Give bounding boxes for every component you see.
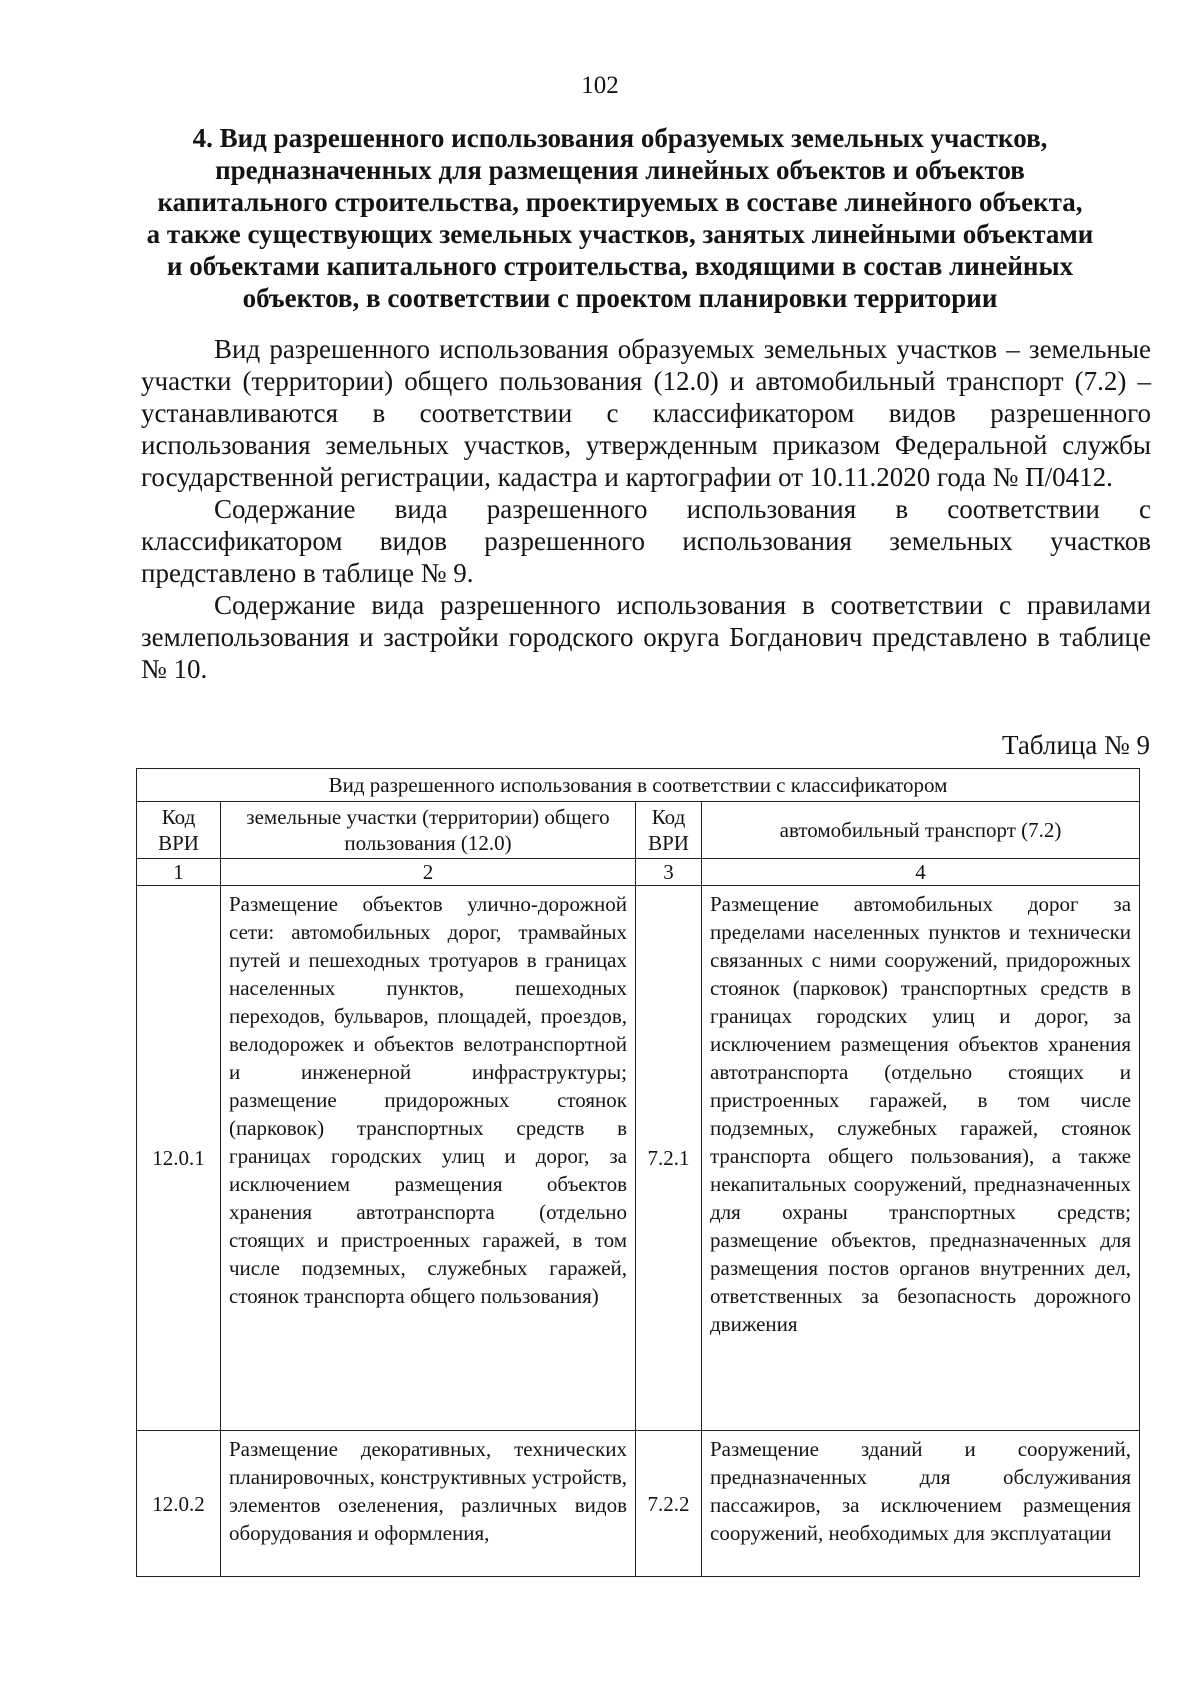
column-number: 3 <box>636 859 702 886</box>
column-number-row <box>137 859 1140 886</box>
heading-line: и объектами капитального строительства, входящими в состав линейных <box>166 251 1074 281</box>
vri-code-cell: 7.2.2 <box>636 1431 702 1577</box>
vri-code-cell: 12.0.1 <box>137 886 221 1431</box>
vri-description-cell: Размещение зданий и сооружений, предназначенных для обслуживания пассажиров, за исключением размещения сооружений, необходимых для эксплуатации <box>702 1431 1140 1577</box>
column-number: 2 <box>221 859 636 886</box>
body-text <box>141 333 1151 685</box>
header-public-land: земельные участки (территории) общего пользования (12.0) <box>221 802 636 859</box>
table-row <box>137 1431 1140 1577</box>
table-title: Вид разрешенного использования в соответствии с классификатором <box>137 769 1140 802</box>
paragraph-table-9-reference: Содержание вида разрешенного использования в соответствии с классификатором видов разрешенного использования земельных участков представлено в таблице № 9. <box>141 494 1151 588</box>
header-road-transport: автомобильный транспорт (7.2) <box>702 802 1140 859</box>
heading-line: а также существующих земельных участков, занятых линейными объектами <box>146 219 1094 249</box>
page-number: 102 <box>581 72 619 99</box>
table-row <box>137 886 1140 1431</box>
vri-description-cell: Размещение декоративных, технических планировочных, конструктивных устройств, элементов озеленения, различных видов оборудования и оформления, <box>221 1431 636 1577</box>
heading-line: объектов, в соответствии с проектом планировки территории <box>242 283 998 313</box>
section-heading <box>120 122 1120 314</box>
header-code-right: Код ВРИ <box>636 802 702 859</box>
paragraph-vri-description: Вид разрешенного использования образуемых земельных участков – земельные участки (территории) общего пользования (12.0) и автомобильный транспорт (7.2) – устанавливаются в соответствии с классификатором видов разрешенного использования земельных участков, утвержденным приказом Федеральной службы государственной регистрации, кадастра и картографии от 10.11.2020 года № П/0412. <box>141 334 1151 492</box>
classifier-table <box>136 768 1140 1577</box>
header-code-left: Код ВРИ <box>137 802 221 859</box>
table-caption: Таблица № 9 <box>1002 730 1150 760</box>
table-title-row <box>137 769 1140 802</box>
heading-line: 4. Вид разрешенного использования образуемых земельных участков, <box>192 123 1048 153</box>
vri-description-cell: Размещение объектов улично-дорожной сети: автомобильных дорог, трамвайных путей и пешеходных тротуаров в границах населенных пунктов, пешеходных переходов, бульваров, площадей, проездов, велодорожек и объектов велотранспортной и инженерной инфраструктуры; размещение придорожных стоянок (парковок) транспортных средств в границах городских улиц и дорог, за исключением размещения объектов хранения автотранспорта (отдельно стоящих и пристроенных гаражей, в том числе подземных, служебных гаражей, стоянок транспорта общего пользования) <box>221 886 636 1431</box>
heading-line: предназначенных для размещения линейных объектов и объектов <box>215 155 1025 185</box>
vri-description-cell: Размещение автомобильных дорог за пределами населенных пунктов и технически связанных с ними сооружений, придорожных стоянок (парковок) транспортных средств в границах городских улиц и дорог, за исключением размещения объектов хранения автотранспорта (отдельно стоящих и пристроенных гаражей, в том числе подземных, служебных гаражей, стоянок транспорта общего пользования), а также некапитальных сооружений, предназначенных для охраны транспортных средств; размещение объектов, предназначенных для размещения постов органов внутренних дел, ответственных за безопасность дорожного движения <box>702 886 1140 1431</box>
heading-line: капитального строительства, проектируемых в составе линейного объекта, <box>157 187 1083 217</box>
paragraph-table-10-reference: Содержание вида разрешенного использования в соответствии с правилами землепользования и застройки городского округа Богданович представлено в таблице № 10. <box>141 590 1151 684</box>
table-header-row <box>137 802 1140 859</box>
column-number: 4 <box>702 859 1140 886</box>
column-number: 1 <box>137 859 221 886</box>
vri-code-cell: 12.0.2 <box>137 1431 221 1577</box>
vri-code-cell: 7.2.1 <box>636 886 702 1431</box>
